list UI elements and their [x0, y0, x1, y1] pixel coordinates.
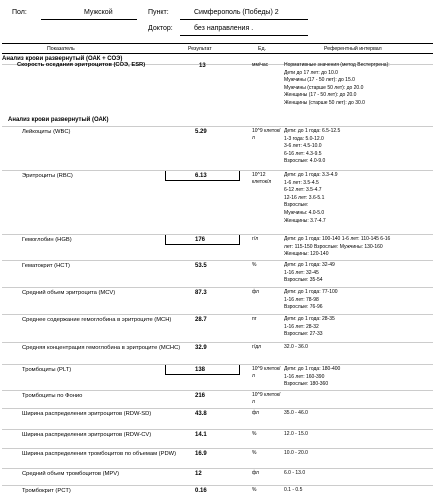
reference-line: Мужчины: 4.0-5.0 [284, 209, 325, 216]
unit: 10^9 клеток/л [252, 128, 281, 141]
col-indicator: Показатель [47, 46, 75, 52]
indicator-name: Ширина распределения эритроцитов (RDW-SD) [22, 411, 152, 417]
unit: % [252, 262, 257, 268]
separator [2, 364, 433, 365]
esr-name: Скорость оседания эритроцитов (СОЭ, ESR) [17, 62, 146, 68]
reference-interval [284, 366, 432, 389]
point-underline [180, 19, 308, 20]
section-title-main: Анализ крови развернутый (ОАК + СОЭ) [2, 56, 123, 62]
indicator-name: Эритроциты (RBC) [22, 173, 73, 179]
indicator-name: Лейкоциты (WBC) [22, 129, 71, 135]
indicator-name: Ширина распределения тромбоцитов по объемам (PDW) [22, 451, 177, 457]
reference-line: Взрослые: 180-360 [284, 381, 329, 388]
reference-line: 1-16 лет: 28-32 [284, 323, 319, 330]
result-value: 12 [195, 471, 202, 477]
unit: % [252, 487, 257, 493]
unit: 10^12 клеток/л [252, 172, 272, 185]
reference-line: Дети: до 1 года: 180-400 [284, 366, 341, 372]
result-value: 28.7 [195, 317, 207, 323]
reference-line: Мужчины (17 - 50 лет): до 15.0 [284, 77, 355, 84]
unit: фл [252, 410, 259, 416]
indicator-name: Средний объем эритроцита (MCV) [22, 290, 116, 296]
reference-interval [284, 128, 432, 166]
result-value: 176 [195, 237, 206, 243]
indicator-name: Тромбокрит (PCT) [22, 488, 71, 494]
unit: % [252, 431, 257, 437]
col-result: Результат [188, 46, 212, 52]
reference-line: 1-16 лет: 78-98 [284, 296, 319, 303]
esr-value: 13 [199, 63, 206, 69]
indicator-name: Тромбоциты по Фонио [22, 393, 83, 399]
reference-line: 6.0 - 13.0 [284, 470, 306, 476]
table-header [2, 43, 433, 54]
indicator-name: Тромбоциты (PLT) [22, 367, 72, 373]
reference-line: Дети: до 1 года: 100-140 1-6 лет: 110-145 6-16 [284, 236, 391, 242]
reference-line: Дети до 17 лет: до 10.0 [284, 69, 338, 76]
reference-line: Взрослые: [284, 202, 309, 209]
reference-line: Дети: до 1 года: 3.3-4.9 [284, 172, 338, 178]
reference-line: 12.0 - 15.0 [284, 431, 308, 437]
unit: г/л [252, 236, 259, 242]
reference-line: Женщины: 120-140 [284, 251, 329, 258]
reference-interval [284, 410, 432, 418]
separator [2, 390, 433, 391]
reference-line: Взрослые: 4.0-9.0 [284, 158, 326, 165]
reference-line: 1-3 года: 5.0-12.0 [284, 135, 324, 142]
reference-line: 1-16 лет: 32-45 [284, 269, 319, 276]
result-value: 16.9 [195, 451, 207, 457]
reference-interval [284, 316, 432, 339]
reference-line: 12-16 лет: 3.6-5.1 [284, 194, 325, 201]
reference-line: 6-16 лет: 4.3-9.5 [284, 150, 322, 157]
indicator-name: Среднее содержание гемоглобина в эритроците (MCH) [22, 317, 172, 323]
separator [2, 234, 433, 235]
reference-line: лет: 115-150 Взрослые: Мужчины: 130-160 [284, 243, 383, 250]
col-unit: Ед. [258, 46, 266, 52]
unit: пг [252, 316, 257, 322]
result-value: 5.29 [195, 129, 207, 135]
doctor-underline [180, 35, 308, 36]
reference-line: 1-6 лет: 3.5-4.5 [284, 179, 319, 186]
result-value: 32.9 [195, 345, 207, 351]
result-value: 138 [195, 367, 206, 373]
reference-interval [284, 172, 432, 225]
doctor-label: Доктор: [148, 25, 173, 32]
result-value: 14.1 [195, 432, 207, 438]
reference-line: Дети: до 1 года: 32-49 [284, 262, 335, 268]
reference-interval [284, 262, 432, 285]
separator [2, 468, 433, 469]
result-value: 87.3 [195, 290, 207, 296]
separator [2, 485, 433, 486]
reference-line: 0.1 - 0.5 [284, 487, 303, 493]
reference-interval [284, 289, 432, 312]
esr-reference [284, 62, 432, 108]
reference-line: Нормативные значения (метод Вестергрена): [284, 62, 390, 68]
reference-line: Женщины (старше 50 лет): до 30.0 [284, 99, 365, 106]
section-title-oak: Анализ крови развернутый (ОАК) [8, 117, 109, 123]
unit: 10^9 клеток/л [252, 366, 281, 379]
reference-interval [284, 470, 432, 478]
esr-unit: мм/час [252, 62, 269, 68]
reference-line: Дети: до 1 года: 28-35 [284, 316, 335, 322]
indicator-name: Гематокрит (HCT) [22, 263, 70, 269]
unit: фл [252, 470, 259, 476]
reference-interval [284, 431, 432, 439]
point-label: Пункт: [148, 9, 169, 16]
doctor-value: без направления . [194, 25, 254, 32]
separator [2, 342, 433, 343]
gender-underline [41, 19, 137, 20]
reference-line: Взрослые: 76-96 [284, 304, 323, 311]
result-value: 6.13 [195, 173, 207, 179]
gender-label: Пол: [12, 9, 27, 16]
indicator-name: Гемоглобин (HGB) [22, 237, 72, 243]
reference-interval [284, 487, 432, 495]
separator [2, 448, 433, 449]
reference-interval [284, 344, 432, 352]
reference-line: Дети: до 1 года: 6.5-12.5 [284, 128, 341, 134]
result-value: 43.8 [195, 411, 207, 417]
reference-line: Дети: до 1 года: 77-100 [284, 289, 338, 295]
reference-line: 10.0 - 20.0 [284, 450, 308, 456]
indicator-name: Средняя концентрация гемоглобина в эритроците (MCHC) [22, 345, 181, 351]
reference-line: Мужчины (старше 50 лет): до 20.0 [284, 84, 364, 91]
reference-line: Взрослые: 27-33 [284, 331, 323, 338]
reference-interval [284, 450, 432, 458]
reference-line: 32.0 - 36.0 [284, 344, 308, 350]
separator [2, 429, 433, 430]
reference-line: 3-6 лет: 4.5-10.0 [284, 143, 322, 150]
separator [2, 126, 433, 127]
unit: % [252, 450, 257, 456]
reference-line: 6-12 лет: 3.5-4.7 [284, 187, 322, 194]
separator [2, 260, 433, 261]
unit: г/дл [252, 344, 262, 350]
point-value: Симферополь (Победы) 2 [194, 9, 279, 16]
separator [2, 314, 433, 315]
unit: 10^9 клеток/л [252, 392, 281, 405]
indicator-name: Средний объем тромбоцитов (MPV) [22, 471, 120, 477]
col-reference: Референтный интервал [324, 46, 382, 52]
reference-line: 35.0 - 46.0 [284, 410, 308, 416]
separator [2, 408, 433, 409]
reference-line: 1-16 лет: 160-390 [284, 373, 325, 380]
result-value: 53.5 [195, 263, 207, 269]
separator [2, 170, 433, 171]
unit: фл [252, 289, 259, 295]
indicator-name: Ширина распределения эритроцитов (RDW-CV) [22, 432, 152, 438]
result-value: 0.16 [195, 488, 207, 494]
separator [2, 287, 433, 288]
result-value: 216 [195, 393, 206, 399]
reference-line: Женщины: 3.7-4.7 [284, 217, 326, 224]
reference-line: Женщины (17 - 50 лет): до 20.0 [284, 92, 357, 99]
gender-value: Мужской [84, 9, 113, 16]
reference-line: Взрослые: 35-54 [284, 277, 323, 284]
reference-interval [284, 236, 432, 259]
